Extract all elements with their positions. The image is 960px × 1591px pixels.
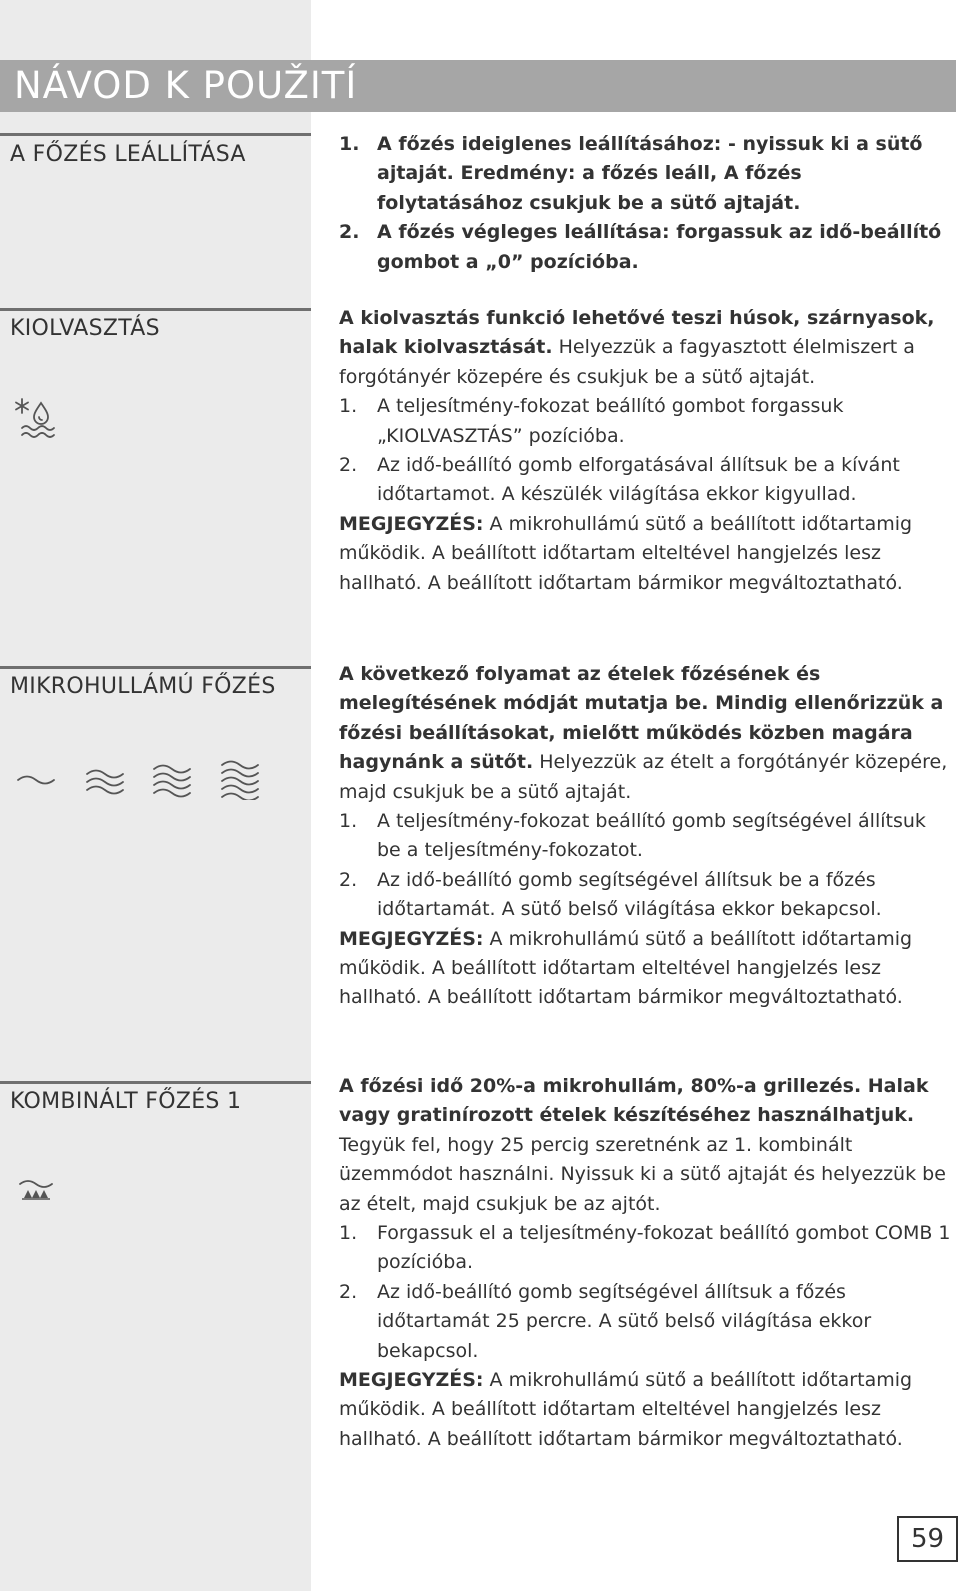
wave-level-2-icon xyxy=(87,771,123,794)
note-paragraph xyxy=(339,925,953,1013)
list-text: A főzés végleges leállítása: forgassuk az idő-beállító gombot a „0” pozícióba. xyxy=(377,221,942,273)
list-item xyxy=(339,130,953,218)
list-number: 1. xyxy=(339,133,360,155)
list-item xyxy=(339,866,953,925)
note-label: MEGJEGYZÉS: xyxy=(339,512,484,535)
list-item xyxy=(339,807,953,866)
note-text: A mikrohullámú sütő a beállított időtartamig működik. A beállított időtartam elteltével hangjelzés lesz hallható. A beállított időtartam bármikor megváltoztatható. xyxy=(339,1369,913,1450)
wave-level-1-icon xyxy=(18,777,54,784)
list-text: Forgassuk el a teljesítmény-fokozat beállító gombot COMB 1 pozícióba. xyxy=(377,1222,951,1274)
wave-level-3-icon xyxy=(154,766,190,797)
wave-level-4-icon xyxy=(222,762,258,801)
list-item xyxy=(339,392,953,451)
list-number: 1. xyxy=(339,1222,358,1245)
list-number: 2. xyxy=(339,868,358,891)
note-paragraph xyxy=(339,510,953,598)
combi-grill-icon xyxy=(16,1178,56,1202)
intro-paragraph xyxy=(339,1072,953,1219)
intro-bold-text: A főzési idő 20%-a mikrohullám, 80%-a grillezés. Halak vagy gratinírozott ételek készítéséhez használhatjuk. xyxy=(339,1075,929,1127)
list-item xyxy=(339,1278,953,1366)
list-text: Az idő-beállító gomb segítségével állítsuk a főzés időtartamát 25 percre. A sütő belső világítása ekkor bekapcsol. xyxy=(377,1280,872,1362)
note-paragraph xyxy=(339,1366,953,1454)
section-divider xyxy=(0,308,311,311)
defrost-icon xyxy=(14,397,56,443)
note-label: MEGJEGYZÉS: xyxy=(339,1369,484,1392)
note-text: A mikrohullámú sütő a beállított időtartamig működik. A beállított időtartam elteltével hangjelzés lesz hallható. A beállított időtartam bármikor megváltoztatható. xyxy=(339,512,913,594)
section-title-microwave: MIKROHULLÁMÚ FŐZÉS xyxy=(10,674,276,699)
page-number: 59 xyxy=(897,1516,958,1562)
list-number: 1. xyxy=(339,395,358,418)
intro-text: Helyezzük a fagyasztott élelmiszert a forgótányér közepére és csukjuk be a sütő ajtaját. xyxy=(339,336,915,388)
section-title-combi: KOMBINÁLT FŐZÉS 1 xyxy=(10,1089,242,1114)
section-title-defrost: KIOLVASZTÁS xyxy=(10,316,160,341)
note-text: A mikrohullámú sütő a beállított időtartamig működik. A beállított időtartam elteltével hangjelzés lesz hallható. A beállított időtartam bármikor megváltoztatható. xyxy=(339,927,913,1009)
intro-bold-text: A kiolvasztás funkció lehetővé teszi húsok, szárnyasok, halak kiolvasztását. xyxy=(339,307,935,359)
section-divider xyxy=(0,133,311,136)
list-text: A teljesítmény-fokozat beállító gomb segítségével állítsuk be a teljesítmény-fokozatot. xyxy=(377,810,926,862)
list-text: A főzés ideiglenes leállításához: - nyissuk ki a sütő ajtaját. Eredmény: a főzés leáll, A főzés folytatásához csukjuk be a sütő ajtaját. xyxy=(377,133,923,214)
section-content-combi xyxy=(339,1072,953,1454)
list-item xyxy=(339,1219,953,1278)
list-item xyxy=(339,218,953,277)
section-content-microwave xyxy=(339,660,953,1013)
list-number: 2. xyxy=(339,454,358,477)
section-divider xyxy=(0,1081,311,1084)
page-title: NÁVOD K POUŽITÍ xyxy=(0,60,956,112)
list-item xyxy=(339,451,953,510)
section-content-defrost xyxy=(339,304,953,598)
list-text: A teljesítmény-fokozat beállító gombot forgassuk „KIOLVASZTÁS” pozícióba. xyxy=(377,395,844,447)
list-number: 2. xyxy=(339,1280,358,1303)
list-number: 2. xyxy=(339,221,360,244)
intro-bold-text: A következő folyamat az ételek főzésének és melegítésének módját mutatja be. Mindig ellenőrizzük a főzési beállításokat, mielőtt működés közben magára hagynánk a sütőt. xyxy=(339,663,944,774)
intro-text: Tegyük fel, hogy 25 percig szeretnénk az 1. kombinált üzemmódot használni. Nyissuk ki a sütő ajtaját és helyezzük be az ételt, majd csukjuk be az ajtót. xyxy=(339,1133,946,1215)
list-text: Az idő-beállító gomb segítségével állítsuk be a főzés időtartamát. A sütő belső világítása ekkor bekapcsol. xyxy=(377,868,882,921)
intro-paragraph xyxy=(339,304,953,392)
note-label: MEGJEGYZÉS: xyxy=(339,927,484,950)
section-content-stop xyxy=(339,130,953,277)
list-number: 1. xyxy=(339,810,358,833)
section-divider xyxy=(0,666,311,669)
intro-text: Helyezzük az ételt a forgótányér közepére, majd csukjuk be a sütő ajtaját. xyxy=(339,751,948,803)
list-text: Az idő-beállító gomb elforgatásával állítsuk be a kívánt időtartamot. A készülék világítása ekkor kigyullad. xyxy=(377,454,900,506)
section-title-stop: A FŐZÉS LEÁLLÍTÁSA xyxy=(10,142,246,167)
intro-paragraph xyxy=(339,660,953,807)
microwave-power-levels xyxy=(14,760,264,800)
